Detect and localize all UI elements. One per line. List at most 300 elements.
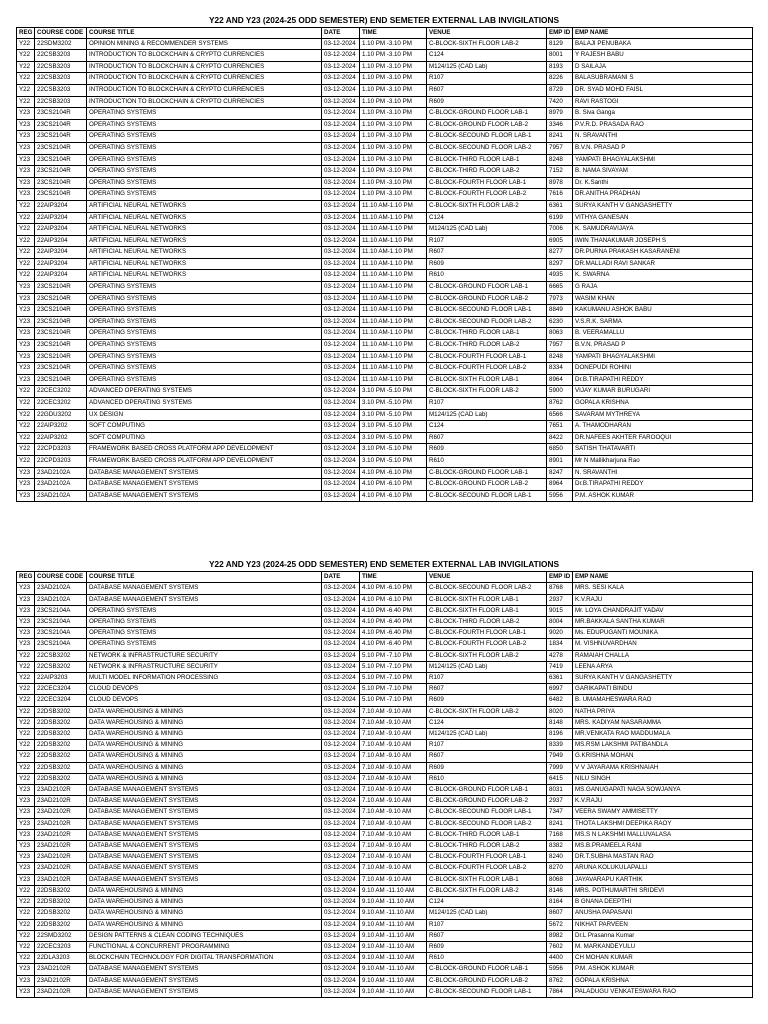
cell-reg: Y22 bbox=[17, 908, 35, 919]
cell-venue: C-BLOCK-SIXTH FLOOR LAB-2 bbox=[427, 885, 547, 896]
cell-reg: Y22 bbox=[17, 661, 35, 672]
cell-time: 9.10 AM -11.10 AM bbox=[360, 919, 427, 930]
cell-venue: C-BLOCK-SIXTH FLOOR LAB-1 bbox=[427, 605, 547, 616]
cell-venue: C-BLOCK-GROUND FLOOR LAB-1 bbox=[427, 964, 547, 975]
cell-emp-name: B. Siva Ganga bbox=[573, 108, 753, 120]
cell-emp-name: GARIKAPATI BINDU bbox=[573, 684, 753, 695]
cell-emp-id: 8982 bbox=[547, 930, 573, 941]
cell-emp-id: 8148 bbox=[547, 717, 573, 728]
cell-emp-id: 5672 bbox=[547, 919, 573, 930]
cell-course-code: 23CS2104R bbox=[35, 166, 87, 178]
cell-emp-id: 6905 bbox=[547, 235, 573, 247]
cell-date: 03-12-2024 bbox=[322, 717, 360, 728]
cell-time: 3.10 PM -5.10 PM bbox=[360, 409, 427, 421]
cell-reg: Y23 bbox=[17, 374, 35, 386]
cell-venue: C-BLOCK-FOURTH FLOOR LAB-2 bbox=[427, 189, 547, 201]
cell-date: 03-12-2024 bbox=[322, 374, 360, 386]
table-row bbox=[17, 897, 753, 908]
cell-emp-name: MRS. SESI KALA bbox=[573, 583, 753, 594]
cell-venue: M124/125 (CAD Lab) bbox=[427, 224, 547, 236]
cell-course-code: 23CS2104R bbox=[35, 363, 87, 375]
cell-reg: Y22 bbox=[17, 270, 35, 282]
cell-course-code: 22CEC3202 bbox=[35, 386, 87, 398]
table-row bbox=[17, 717, 753, 728]
cell-emp-name: Dr.B.TIRAPATHI REDDY bbox=[573, 374, 753, 386]
cell-emp-name: N. SRAVANTHI bbox=[573, 131, 753, 143]
cell-venue: C-BLOCK-SIXTH FLOOR LAB-2 bbox=[427, 386, 547, 398]
header-emp-id: EMP ID bbox=[547, 572, 573, 583]
cell-course-title: DATA WAREHOUSING & MINING bbox=[87, 729, 322, 740]
cell-venue: R610 bbox=[427, 953, 547, 964]
cell-course-title: FRAMEWORK BASED CROSS PLATFORM APP DEVELOPMENT bbox=[87, 455, 322, 467]
cell-course-title: ARTIFICIAL NEURAL NETWORKS bbox=[87, 247, 322, 259]
cell-emp-id: 6665 bbox=[547, 282, 573, 294]
cell-reg: Y22 bbox=[17, 96, 35, 108]
cell-time: 1.10 PM -3.10 PM bbox=[360, 142, 427, 154]
cell-date: 03-12-2024 bbox=[322, 773, 360, 784]
cell-course-title: DATA WAREHOUSING & MINING bbox=[87, 919, 322, 930]
cell-course-title: OPINION MINING & RECOMMENDER SYSTEMS bbox=[87, 38, 322, 50]
cell-emp-id: 8193 bbox=[547, 61, 573, 73]
cell-emp-name: K.V.RAJU bbox=[573, 594, 753, 605]
cell-venue: R107 bbox=[427, 398, 547, 410]
cell-emp-id: 8762 bbox=[547, 398, 573, 410]
table-body bbox=[17, 583, 753, 998]
cell-venue: C-BLOCK-GROUND FLOOR LAB-1 bbox=[427, 785, 547, 796]
cell-venue: C-BLOCK-SIXTH FLOOR LAB-1 bbox=[427, 374, 547, 386]
cell-emp-name: JAYAVARAPU KARTHIK bbox=[573, 874, 753, 885]
cell-time: 3.10 PM -5.10 PM bbox=[360, 398, 427, 410]
cell-course-title: DATABASE MANAGEMENT SYSTEMS bbox=[87, 583, 322, 594]
table-row bbox=[17, 796, 753, 807]
cell-date: 03-12-2024 bbox=[322, 444, 360, 456]
cell-course-code: 23AD2102R bbox=[35, 863, 87, 874]
cell-date: 03-12-2024 bbox=[322, 108, 360, 120]
cell-time: 3.10 PM -5.10 PM bbox=[360, 421, 427, 433]
cell-date: 03-12-2024 bbox=[322, 885, 360, 896]
cell-reg: Y23 bbox=[17, 964, 35, 975]
cell-reg: Y23 bbox=[17, 628, 35, 639]
table-row bbox=[17, 594, 753, 605]
cell-reg: Y23 bbox=[17, 328, 35, 340]
table-row bbox=[17, 409, 753, 421]
cell-time: 5.10 PM -7.10 PM bbox=[360, 684, 427, 695]
cell-course-code: 22AIP3202 bbox=[35, 421, 87, 433]
cell-emp-name: G RAJA bbox=[573, 282, 753, 294]
cell-time: 11.10 AM-1.10 PM bbox=[360, 235, 427, 247]
cell-emp-id: 8339 bbox=[547, 740, 573, 751]
cell-course-title: INTRODUCTION TO BLOCKCHAIN & CRYPTO CURRENCIES bbox=[87, 84, 322, 96]
table-row bbox=[17, 108, 753, 120]
cell-emp-id: 7999 bbox=[547, 762, 573, 773]
table-row bbox=[17, 863, 753, 874]
cell-reg: Y22 bbox=[17, 258, 35, 270]
table-row bbox=[17, 142, 753, 154]
cell-course-title: OPERATING SYSTEMS bbox=[87, 351, 322, 363]
cell-time: 1.10 PM -3.10 PM bbox=[360, 38, 427, 50]
cell-course-code: 23CS2104R bbox=[35, 119, 87, 131]
cell-course-code: 22CSB3203 bbox=[35, 73, 87, 85]
table-row bbox=[17, 829, 753, 840]
cell-course-code: 23CS2104R bbox=[35, 340, 87, 352]
cell-emp-name: SURYA KANTH V GANGASHETTY bbox=[573, 673, 753, 684]
cell-emp-name: NILU SINGH bbox=[573, 773, 753, 784]
table-row bbox=[17, 38, 753, 50]
table-row bbox=[17, 919, 753, 930]
header-reg: REG bbox=[17, 28, 35, 39]
cell-course-title: OPERATING SYSTEMS bbox=[87, 131, 322, 143]
cell-reg: Y22 bbox=[17, 897, 35, 908]
cell-reg: Y22 bbox=[17, 247, 35, 259]
table-row bbox=[17, 807, 753, 818]
cell-emp-name: MR.VENKATA RAO MADDUMALA bbox=[573, 729, 753, 740]
cell-date: 03-12-2024 bbox=[322, 247, 360, 259]
cell-emp-id: 8729 bbox=[547, 84, 573, 96]
cell-venue: R610 bbox=[427, 270, 547, 282]
cell-date: 03-12-2024 bbox=[322, 166, 360, 178]
cell-course-title: OPERATING SYSTEMS bbox=[87, 328, 322, 340]
cell-emp-id: 7168 bbox=[547, 829, 573, 840]
cell-course-title: DATA WAREHOUSING & MINING bbox=[87, 751, 322, 762]
table-row bbox=[17, 490, 753, 502]
cell-emp-id: 8241 bbox=[547, 818, 573, 829]
cell-time: 3.10 PM -5.10 PM bbox=[360, 455, 427, 467]
cell-course-code: 23AD2102A bbox=[35, 583, 87, 594]
table-row bbox=[17, 270, 753, 282]
cell-date: 03-12-2024 bbox=[322, 930, 360, 941]
table-row bbox=[17, 386, 753, 398]
cell-venue: M124/125 (CAD Lab) bbox=[427, 661, 547, 672]
cell-date: 03-12-2024 bbox=[322, 386, 360, 398]
cell-emp-name: MS.B.PRAMEELA RANI bbox=[573, 841, 753, 852]
cell-emp-id: 6361 bbox=[547, 673, 573, 684]
cell-course-code: 23CS2104R bbox=[35, 282, 87, 294]
cell-date: 03-12-2024 bbox=[322, 351, 360, 363]
invigilation-table bbox=[16, 571, 753, 998]
cell-course-title: FRAMEWORK BASED CROSS PLATFORM APP DEVELOPMENT bbox=[87, 444, 322, 456]
cell-course-code: 23AD2102A bbox=[35, 594, 87, 605]
section-title: Y22 AND Y23 (2024-25 ODD SEMESTER) END SEMETER EXTERNAL LAB INVIGILATIONS bbox=[208, 559, 560, 569]
cell-course-code: 22GDU3202 bbox=[35, 409, 87, 421]
cell-venue: C-BLOCK-FOURTH FLOOR LAB-1 bbox=[427, 351, 547, 363]
cell-time: 11.10 AM-1.10 PM bbox=[360, 363, 427, 375]
cell-date: 03-12-2024 bbox=[322, 189, 360, 201]
cell-course-code: 23AD2102R bbox=[35, 818, 87, 829]
cell-course-title: DATA WAREHOUSING & MINING bbox=[87, 897, 322, 908]
cell-course-title: DATABASE MANAGEMENT SYSTEMS bbox=[87, 490, 322, 502]
cell-emp-id: 5956 bbox=[547, 490, 573, 502]
cell-course-code: 23AD2102R bbox=[35, 785, 87, 796]
cell-course-code: 22AIP3204 bbox=[35, 224, 87, 236]
cell-emp-name: DR.MALLADI RAVI SANKAR bbox=[573, 258, 753, 270]
cell-reg: Y22 bbox=[17, 61, 35, 73]
cell-course-code: 22CPD3203 bbox=[35, 444, 87, 456]
cell-venue: C-BLOCK-GROUND FLOOR LAB-2 bbox=[427, 479, 547, 491]
cell-reg: Y22 bbox=[17, 930, 35, 941]
cell-emp-name: B GNANA DEEPTHI bbox=[573, 897, 753, 908]
cell-emp-name: VITHYA GANESAN bbox=[573, 212, 753, 224]
cell-emp-id: 5900 bbox=[547, 386, 573, 398]
cell-emp-name: B. NAMA SIVAYAM bbox=[573, 166, 753, 178]
header-reg: REG bbox=[17, 572, 35, 583]
cell-time: 1.10 PM -3.10 PM bbox=[360, 119, 427, 131]
cell-venue: C-BLOCK-THIRD FLOOR LAB-2 bbox=[427, 841, 547, 852]
cell-time: 9.10 AM -11.10 AM bbox=[360, 930, 427, 941]
cell-course-title: ARTIFICIAL NEURAL NETWORKS bbox=[87, 212, 322, 224]
cell-reg: Y23 bbox=[17, 841, 35, 852]
table-row bbox=[17, 200, 753, 212]
cell-date: 03-12-2024 bbox=[322, 212, 360, 224]
cell-course-title: DATABASE MANAGEMENT SYSTEMS bbox=[87, 796, 322, 807]
cell-time: 11.10 AM-1.10 PM bbox=[360, 305, 427, 317]
cell-reg: Y22 bbox=[17, 38, 35, 50]
cell-venue: C-BLOCK-FOURTH FLOOR LAB-2 bbox=[427, 639, 547, 650]
cell-emp-name: SURYA KANTH V GANGASHETTY bbox=[573, 200, 753, 212]
cell-emp-id: 8901 bbox=[547, 455, 573, 467]
cell-emp-name: M. VISHNUVARDHAN bbox=[573, 639, 753, 650]
table-row bbox=[17, 740, 753, 751]
cell-emp-id: 6566 bbox=[547, 409, 573, 421]
cell-date: 03-12-2024 bbox=[322, 908, 360, 919]
table-row bbox=[17, 166, 753, 178]
cell-venue: M124/125 (CAD Lab) bbox=[427, 729, 547, 740]
cell-date: 03-12-2024 bbox=[322, 363, 360, 375]
cell-course-code: 22DSB3202 bbox=[35, 762, 87, 773]
cell-reg: Y23 bbox=[17, 975, 35, 986]
cell-date: 03-12-2024 bbox=[322, 340, 360, 352]
cell-date: 03-12-2024 bbox=[322, 38, 360, 50]
cell-date: 03-12-2024 bbox=[322, 617, 360, 628]
cell-emp-id: 8979 bbox=[547, 108, 573, 120]
cell-reg: Y22 bbox=[17, 773, 35, 784]
cell-emp-name: Dr.L Prasanna Kumar bbox=[573, 930, 753, 941]
cell-course-title: DATA WAREHOUSING & MINING bbox=[87, 908, 322, 919]
cell-course-title: DATABASE MANAGEMENT SYSTEMS bbox=[87, 467, 322, 479]
cell-course-title: DATABASE MANAGEMENT SYSTEMS bbox=[87, 807, 322, 818]
cell-reg: Y23 bbox=[17, 583, 35, 594]
cell-venue: M124/125 (CAD Lab) bbox=[427, 61, 547, 73]
table-row bbox=[17, 96, 753, 108]
cell-time: 11.10 AM-1.10 PM bbox=[360, 200, 427, 212]
cell-emp-id: 8768 bbox=[547, 583, 573, 594]
cell-reg: Y23 bbox=[17, 594, 35, 605]
cell-reg: Y22 bbox=[17, 432, 35, 444]
cell-time: 7.10 AM -9.10 AM bbox=[360, 740, 427, 751]
table-row bbox=[17, 841, 753, 852]
table-row bbox=[17, 975, 753, 986]
cell-date: 03-12-2024 bbox=[322, 479, 360, 491]
table-row bbox=[17, 421, 753, 433]
table-row bbox=[17, 467, 753, 479]
cell-date: 03-12-2024 bbox=[322, 235, 360, 247]
cell-venue: C124 bbox=[427, 50, 547, 62]
table-row bbox=[17, 455, 753, 467]
cell-course-title: OPERATING SYSTEMS bbox=[87, 293, 322, 305]
cell-venue: C-BLOCK-THIRD FLOOR LAB-1 bbox=[427, 154, 547, 166]
cell-date: 03-12-2024 bbox=[322, 818, 360, 829]
table-row bbox=[17, 673, 753, 684]
cell-course-title: OPERATING SYSTEMS bbox=[87, 605, 322, 616]
cell-emp-name: G.KRISHNA MOHAN bbox=[573, 751, 753, 762]
cell-course-code: 22CSB3202 bbox=[35, 661, 87, 672]
cell-course-code: 23AD2102R bbox=[35, 829, 87, 840]
cell-venue: M124/125 (CAD Lab) bbox=[427, 908, 547, 919]
cell-date: 03-12-2024 bbox=[322, 863, 360, 874]
table-row bbox=[17, 247, 753, 259]
cell-reg: Y22 bbox=[17, 455, 35, 467]
cell-time: 7.10 AM -9.10 AM bbox=[360, 829, 427, 840]
table-row bbox=[17, 605, 753, 616]
cell-emp-id: 8241 bbox=[547, 131, 573, 143]
cell-emp-id: 7616 bbox=[547, 189, 573, 201]
cell-emp-id: 8762 bbox=[547, 975, 573, 986]
cell-course-title: CLOUD DEVOPS bbox=[87, 695, 322, 706]
cell-date: 03-12-2024 bbox=[322, 684, 360, 695]
cell-course-code: 23CS2104R bbox=[35, 316, 87, 328]
cell-venue: C-BLOCK-THIRD FLOOR LAB-2 bbox=[427, 617, 547, 628]
cell-reg: Y23 bbox=[17, 617, 35, 628]
cell-venue: C124 bbox=[427, 421, 547, 433]
section-title: Y22 AND Y23 (2024-25 ODD SEMESTER) END SEMETER EXTERNAL LAB INVIGILATIONS bbox=[208, 15, 560, 25]
cell-emp-name: THOTA LAKSHMI DEEPIKA RAOY bbox=[573, 818, 753, 829]
cell-emp-id: 8164 bbox=[547, 897, 573, 908]
cell-emp-name: MRS. POTHUMARTHI SRIDEVI bbox=[573, 885, 753, 896]
cell-venue: R607 bbox=[427, 751, 547, 762]
cell-course-title: MULTI MODEL INFORMATION PROCESSING bbox=[87, 673, 322, 684]
cell-emp-name: YAMPATI BHAGYALAKSHMI bbox=[573, 154, 753, 166]
cell-course-code: 23CS2104R bbox=[35, 154, 87, 166]
cell-emp-id: 6482 bbox=[547, 695, 573, 706]
cell-emp-name: P.M. ASHOK KUMAR bbox=[573, 964, 753, 975]
cell-emp-id: 7957 bbox=[547, 340, 573, 352]
cell-reg: Y23 bbox=[17, 639, 35, 650]
header-venue: VENUE bbox=[427, 28, 547, 39]
cell-course-title: DATA WAREHOUSING & MINING bbox=[87, 706, 322, 717]
header-date: DATE bbox=[322, 572, 360, 583]
cell-date: 03-12-2024 bbox=[322, 177, 360, 189]
cell-emp-id: 8248 bbox=[547, 154, 573, 166]
cell-reg: Y23 bbox=[17, 818, 35, 829]
cell-reg: Y23 bbox=[17, 166, 35, 178]
cell-emp-id: 6230 bbox=[547, 316, 573, 328]
table-row bbox=[17, 479, 753, 491]
cell-course-code: 22DSB3202 bbox=[35, 717, 87, 728]
cell-time: 4.10 PM -6.40 PM bbox=[360, 605, 427, 616]
header-course-code: COURSE CODE bbox=[35, 572, 87, 583]
cell-venue: R107 bbox=[427, 673, 547, 684]
cell-emp-name: K. SWARNA bbox=[573, 270, 753, 282]
cell-reg: Y23 bbox=[17, 282, 35, 294]
cell-course-title: ADVANCED OPERATING SYSTEMS bbox=[87, 398, 322, 410]
table-row bbox=[17, 258, 753, 270]
cell-emp-id: 7651 bbox=[547, 421, 573, 433]
cell-emp-name: Ms. EDUPUGANTI MOUNIKA bbox=[573, 628, 753, 639]
cell-emp-name: DONEPUDI ROHINI bbox=[573, 363, 753, 375]
cell-course-title: DATABASE MANAGEMENT SYSTEMS bbox=[87, 818, 322, 829]
cell-emp-name: KAKUMANU ASHOK BABU bbox=[573, 305, 753, 317]
cell-reg: Y22 bbox=[17, 941, 35, 952]
cell-course-code: 23AD2102R bbox=[35, 975, 87, 986]
cell-emp-name: MS.RSM LAKSHMI PATIBANDLA bbox=[573, 740, 753, 751]
cell-course-title: OPERATING SYSTEMS bbox=[87, 340, 322, 352]
cell-course-code: 22SMD3202 bbox=[35, 930, 87, 941]
table-row bbox=[17, 874, 753, 885]
table-row bbox=[17, 695, 753, 706]
cell-emp-name: D SAILAJA bbox=[573, 61, 753, 73]
cell-emp-id: 8334 bbox=[547, 363, 573, 375]
cell-venue: C-BLOCK-FOURTH FLOOR LAB-1 bbox=[427, 177, 547, 189]
cell-course-code: 23AD2102A bbox=[35, 479, 87, 491]
cell-emp-id: 8964 bbox=[547, 479, 573, 491]
cell-time: 7.10 AM -9.10 AM bbox=[360, 762, 427, 773]
cell-emp-id: 9020 bbox=[547, 628, 573, 639]
cell-time: 1.10 PM -3.10 PM bbox=[360, 166, 427, 178]
cell-emp-name: MR.BAKKALA SANTHA KUMAR bbox=[573, 617, 753, 628]
table-row bbox=[17, 729, 753, 740]
cell-date: 03-12-2024 bbox=[322, 131, 360, 143]
cell-course-title: CLOUD DEVOPS bbox=[87, 684, 322, 695]
cell-venue: C124 bbox=[427, 212, 547, 224]
cell-date: 03-12-2024 bbox=[322, 73, 360, 85]
cell-reg: Y23 bbox=[17, 874, 35, 885]
cell-course-title: DATABASE MANAGEMENT SYSTEMS bbox=[87, 852, 322, 863]
cell-course-code: 23AD2102R bbox=[35, 874, 87, 885]
header-venue: VENUE bbox=[427, 572, 547, 583]
table-row bbox=[17, 374, 753, 386]
cell-reg: Y23 bbox=[17, 316, 35, 328]
cell-course-code: 23AD2102R bbox=[35, 807, 87, 818]
table-row bbox=[17, 706, 753, 717]
cell-course-title: DATABASE MANAGEMENT SYSTEMS bbox=[87, 863, 322, 874]
cell-reg: Y22 bbox=[17, 386, 35, 398]
cell-course-title: SOFT COMPUTING bbox=[87, 432, 322, 444]
table-row bbox=[17, 953, 753, 964]
cell-emp-id: 8063 bbox=[547, 328, 573, 340]
cell-reg: Y23 bbox=[17, 479, 35, 491]
cell-time: 9.10 AM -11.10 AM bbox=[360, 953, 427, 964]
cell-date: 03-12-2024 bbox=[322, 785, 360, 796]
table-row bbox=[17, 852, 753, 863]
cell-course-title: OPERATING SYSTEMS bbox=[87, 119, 322, 131]
cell-emp-name: P.V.R.D. PRASADA RAO bbox=[573, 119, 753, 131]
cell-emp-id: 8422 bbox=[547, 432, 573, 444]
cell-reg: Y23 bbox=[17, 986, 35, 997]
cell-reg: Y23 bbox=[17, 305, 35, 317]
cell-course-title: FUNCTIONAL & CONCURRENT PROGRAMMING bbox=[87, 941, 322, 952]
cell-course-title: OPERATING SYSTEMS bbox=[87, 189, 322, 201]
cell-time: 9.10 AM -11.10 AM bbox=[360, 885, 427, 896]
cell-emp-id: 8297 bbox=[547, 258, 573, 270]
cell-time: 7.10 AM -9.10 AM bbox=[360, 717, 427, 728]
cell-course-code: 22CSB3203 bbox=[35, 96, 87, 108]
cell-reg: Y22 bbox=[17, 235, 35, 247]
cell-time: 11.10 AM-1.10 PM bbox=[360, 328, 427, 340]
table-row bbox=[17, 351, 753, 363]
cell-emp-id: 6415 bbox=[547, 773, 573, 784]
table-header-row bbox=[17, 28, 753, 39]
cell-emp-id: 7957 bbox=[547, 142, 573, 154]
cell-reg: Y22 bbox=[17, 650, 35, 661]
cell-date: 03-12-2024 bbox=[322, 807, 360, 818]
cell-emp-name: V.S.R.K. SARMA bbox=[573, 316, 753, 328]
cell-emp-id: 7973 bbox=[547, 293, 573, 305]
cell-course-title: INTRODUCTION TO BLOCKCHAIN & CRYPTO CURRENCIES bbox=[87, 61, 322, 73]
table-row bbox=[17, 131, 753, 143]
cell-time: 4.10 PM -6.10 PM bbox=[360, 583, 427, 594]
cell-date: 03-12-2024 bbox=[322, 50, 360, 62]
cell-emp-name: ARUNA KOLUKULAPALLI bbox=[573, 863, 753, 874]
cell-emp-name: LEENA ARYA bbox=[573, 661, 753, 672]
